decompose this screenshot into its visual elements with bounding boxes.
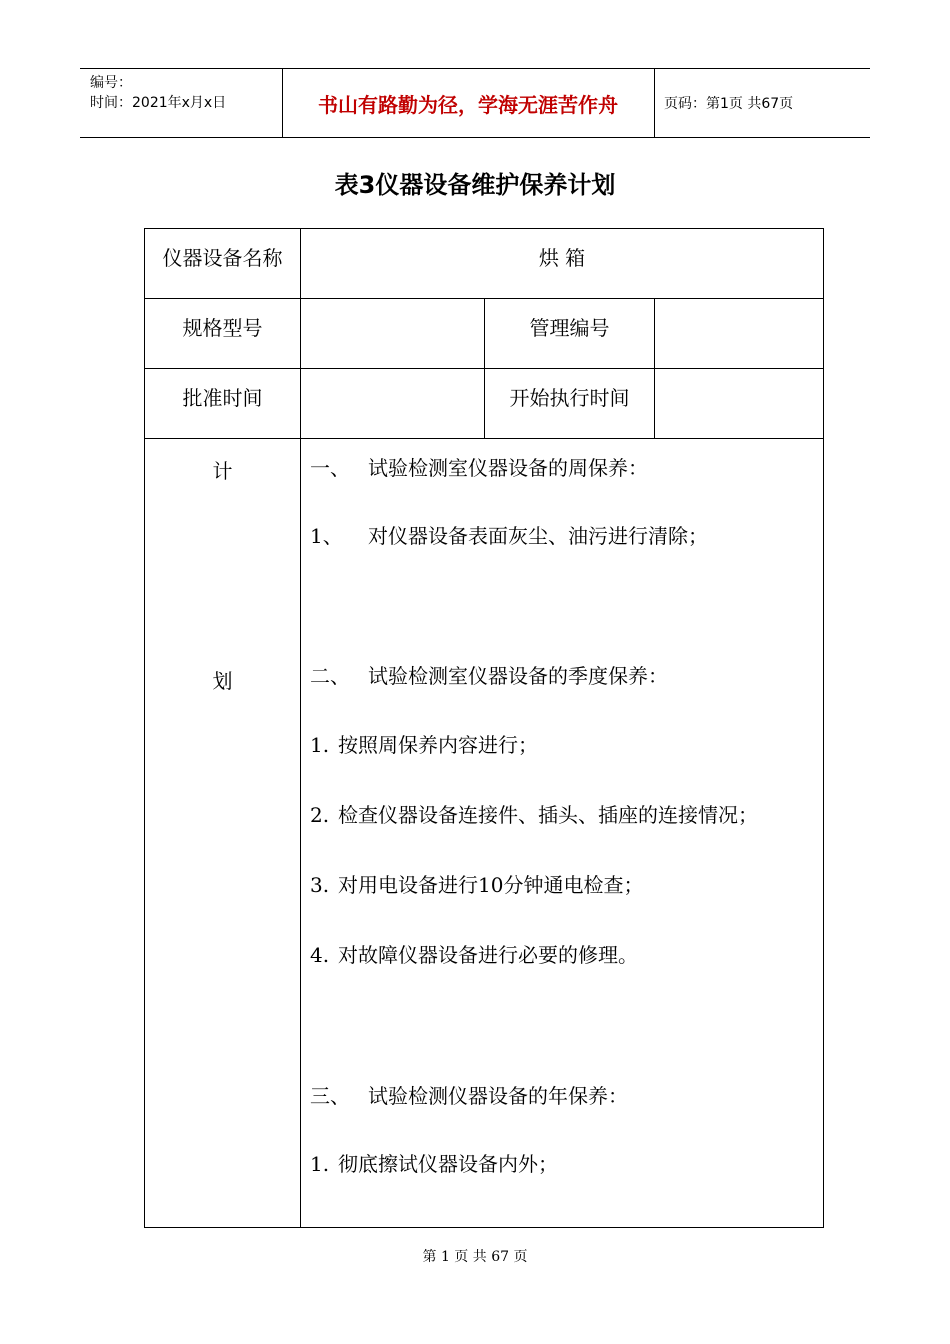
plan-line-text: 检查仪器设备连接件、插头、插座的连接情况； (338, 803, 758, 827)
document-title: 表3仪器设备维护保养计划 (334, 171, 616, 199)
serial-label: 编号： (90, 75, 132, 91)
start-value[interactable] (655, 369, 823, 424)
start-label: 开始执行时间 (509, 386, 630, 410)
approve-value[interactable] (301, 369, 484, 424)
plan-line (310, 732, 538, 758)
spec-label: 规格型号 (182, 316, 263, 340)
plan-line (310, 1151, 558, 1177)
plan-line-text: 对仪器设备表面灰尘、油污进行清除； (368, 524, 708, 548)
plan-line (310, 872, 643, 898)
mgmt-no-label: 管理编号 (529, 316, 610, 340)
plan-line (310, 455, 648, 481)
maintenance-plan-table (144, 228, 824, 1228)
header-page-info: 页码：第1页 共67页 (664, 96, 794, 112)
plan-line (310, 802, 758, 828)
plan-line (310, 942, 638, 968)
plan-line-number: 三、 (310, 1084, 350, 1108)
plan-line-text: 彻底擦试仪器设备内外； (338, 1152, 558, 1176)
plan-line-text: 试验检测室仪器设备的周保养： (368, 456, 648, 480)
row-divider (145, 438, 823, 439)
plan-line-number: 2. (310, 803, 330, 827)
plan-line-number: 1. (310, 1152, 330, 1176)
mgmt-no-value[interactable] (655, 299, 823, 354)
header-meta (90, 73, 226, 113)
plan-line-text: 对用电设备进行10分钟通电检查； (338, 873, 644, 897)
header-motto: 书山有路勤为径，学海无涯苦作舟 (318, 92, 618, 117)
plan-line-number: 一、 (310, 456, 350, 480)
device-name-value: 烘 箱 (538, 246, 586, 270)
device-name-label: 仪器设备名称 (162, 246, 283, 270)
plan-line-number: 二、 (310, 664, 350, 688)
plan-line-text: 按照周保养内容进行； (338, 733, 538, 757)
plan-line (310, 1083, 628, 1109)
plan-line-text: 对故障仪器设备进行必要的修理。 (338, 943, 638, 967)
plan-label-ji: 计 (212, 459, 233, 483)
plan-line-number: 1、 (310, 524, 343, 548)
plan-line-number: 4. (310, 943, 330, 967)
page-footer: 第 1 页 共 67 页 (422, 1249, 528, 1265)
plan-line (310, 523, 708, 549)
spec-value[interactable] (301, 299, 484, 354)
plan-line-text: 试验检测室仪器设备的季度保养： (368, 664, 668, 688)
approve-label: 批准时间 (182, 386, 263, 410)
time-label: 时间：2021年x月x日 (90, 95, 227, 111)
header-divider (654, 69, 655, 137)
plan-line-text: 试验检测仪器设备的年保养： (368, 1084, 628, 1108)
plan-line (310, 663, 668, 689)
plan-label-hua: 划 (212, 669, 233, 693)
page-header (80, 68, 870, 138)
plan-line-number: 1. (310, 733, 330, 757)
plan-line-number: 3. (310, 873, 330, 897)
